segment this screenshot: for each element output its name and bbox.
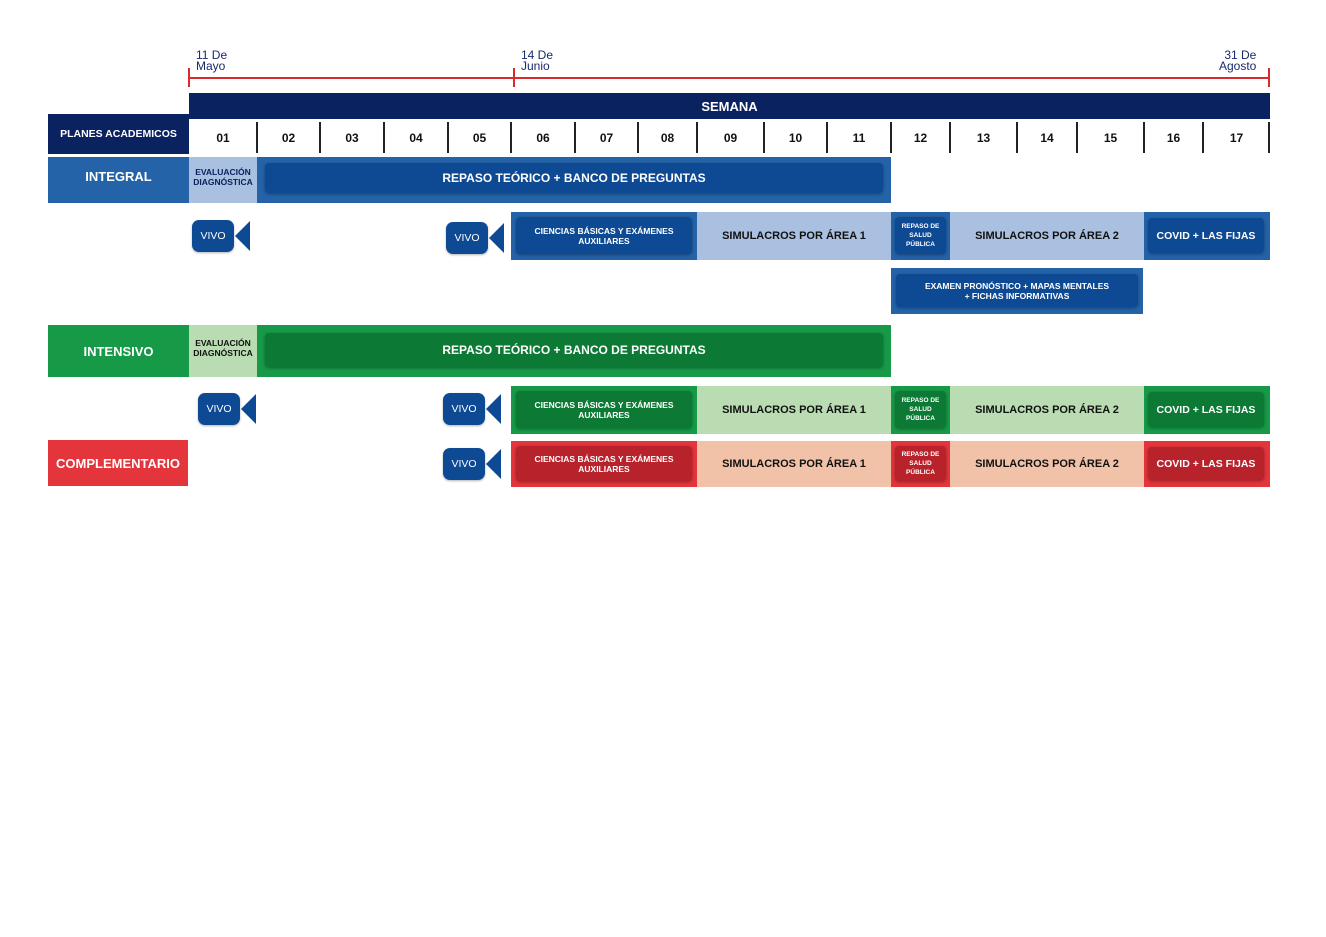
video-camera-icon: [489, 223, 504, 253]
intensivo-salud-block: REPASO DE SALUD PÚBLICA: [895, 391, 946, 428]
intensivo-salud-container: [891, 386, 950, 434]
timeline-start-label: 11 De Mayo: [196, 48, 228, 73]
integral-ciencias-block: CIENCIAS BÁSICAS Y EXÁMENES AUXILIARES: [516, 217, 692, 254]
week-16: 16: [1166, 130, 1181, 145]
plan-intensivo-label: INTENSIVO: [48, 325, 189, 377]
timeline-mid-label: 14 De Junio: [521, 48, 554, 73]
intensivo-vivo-1-label: VIVO: [198, 393, 240, 425]
video-camera-icon: [486, 394, 501, 424]
timeline-line: [189, 77, 1270, 79]
complementario-ciencias-container: [511, 441, 697, 487]
integral-evaluacion-block: EVALUACIÓN DIAGNÓSTICA: [189, 157, 257, 203]
complementario-ciencias-block: CIENCIAS BÁSICAS Y EXÁMENES AUXILIARES: [516, 446, 692, 481]
intensivo-simulacros-2: SIMULACROS POR ÁREA 2: [950, 386, 1144, 434]
week-10: 10: [788, 130, 803, 145]
integral-salud-block: REPASO DE SALUD PÚBLICA: [895, 217, 946, 254]
intensivo-covid-container: [1144, 386, 1270, 434]
integral-examen-container: [891, 268, 1143, 314]
integral-vivo-1-label: VIVO: [192, 220, 234, 252]
intensivo-evaluacion-block: EVALUACIÓN DIAGNÓSTICA: [189, 325, 257, 377]
week-separator: [949, 122, 951, 153]
integral-repaso-container: [257, 157, 891, 203]
week-separator: [1202, 122, 1204, 153]
integral-simulacros-1: SIMULACROS POR ÁREA 1: [697, 212, 891, 260]
integral-examen-block: EXAMEN PRONÓSTICO + MAPAS MENTALES + FICHAS INFORMATIVAS: [896, 274, 1138, 307]
intensivo-ciencias-container: [511, 386, 697, 434]
week-separator: [510, 122, 512, 153]
timeline-tick-mid: [513, 68, 515, 87]
integral-covid-block: COVID + LAS FIJAS: [1148, 218, 1264, 253]
week-separator: [319, 122, 321, 153]
week-separator: [447, 122, 449, 153]
video-camera-icon: [241, 394, 256, 424]
integral-vivo-2[interactable]: [446, 222, 506, 256]
week-separator: [637, 122, 639, 153]
intensivo-covid-block: COVID + LAS FIJAS: [1148, 392, 1264, 427]
planes-academicos-header: PLANES ACADEMICOS: [48, 114, 189, 154]
week-12: 12: [913, 130, 928, 145]
timeline-tick-start: [188, 68, 190, 87]
week-separator: [826, 122, 828, 153]
intensivo-repaso-container: [257, 325, 891, 377]
week-separator: [383, 122, 385, 153]
week-separator: [890, 122, 892, 153]
intensivo-simulacros-1: SIMULACROS POR ÁREA 1: [697, 386, 891, 434]
week-13: 13: [976, 130, 991, 145]
week-08: 08: [660, 130, 675, 145]
week-separator: [574, 122, 576, 153]
intensivo-vivo-2[interactable]: [443, 393, 503, 427]
integral-covid-container: [1144, 212, 1270, 260]
complementario-vivo-label: VIVO: [443, 448, 485, 480]
week-04: 04: [409, 130, 423, 145]
complementario-salud-container: [891, 441, 950, 487]
integral-vivo-2-label: VIVO: [446, 222, 488, 254]
week-02: 02: [281, 130, 296, 145]
week-05: 05: [472, 130, 487, 145]
week-11: 11: [852, 130, 866, 145]
intensivo-ciencias-block: CIENCIAS BÁSICAS Y EXÁMENES AUXILIARES: [516, 391, 692, 428]
complementario-covid-block: COVID + LAS FIJAS: [1148, 447, 1264, 480]
integral-simulacros-2: SIMULACROS POR ÁREA 2: [950, 212, 1144, 260]
plan-complementario-label: COMPLEMENTARIO: [48, 440, 188, 486]
week-09: 09: [723, 130, 738, 145]
week-17: 17: [1229, 130, 1244, 145]
integral-ciencias-container: [511, 212, 697, 260]
complementario-salud-block: REPASO DE SALUD PÚBLICA: [895, 446, 946, 481]
timeline-tick-end: [1268, 68, 1270, 87]
intensivo-vivo-1[interactable]: [198, 393, 258, 427]
week-01: 01: [216, 130, 230, 145]
week-15: 15: [1103, 130, 1118, 145]
integral-salud-container: [891, 212, 950, 260]
complementario-covid-container: [1144, 441, 1270, 487]
week-07: 07: [599, 130, 614, 145]
week-06: 06: [536, 130, 550, 145]
week-separator: [1268, 122, 1270, 153]
week-separator: [1143, 122, 1145, 153]
week-separator: [763, 122, 765, 153]
semana-header: SEMANA: [189, 93, 1270, 119]
video-camera-icon: [486, 449, 501, 479]
week-separator: [1076, 122, 1078, 153]
complementario-simulacros-1: SIMULACROS POR ÁREA 1: [697, 441, 891, 487]
integral-vivo-1[interactable]: [192, 220, 252, 254]
complementario-vivo[interactable]: [443, 448, 503, 482]
complementario-simulacros-2: SIMULACROS POR ÁREA 2: [950, 441, 1144, 487]
plan-integral-label: INTEGRAL: [48, 157, 189, 203]
timeline-end-label: 31 De Agosto: [1219, 48, 1257, 73]
video-camera-icon: [235, 221, 250, 251]
week-separator: [256, 122, 258, 153]
intensivo-repaso-block: REPASO TEÓRICO + BANCO DE PREGUNTAS: [265, 333, 883, 367]
intensivo-vivo-2-label: VIVO: [443, 393, 485, 425]
integral-repaso-block: REPASO TEÓRICO + BANCO DE PREGUNTAS: [265, 163, 883, 193]
week-separator: [1016, 122, 1018, 153]
week-14: 14: [1040, 130, 1054, 145]
week-03: 03: [345, 130, 359, 145]
week-separator: [696, 122, 698, 153]
